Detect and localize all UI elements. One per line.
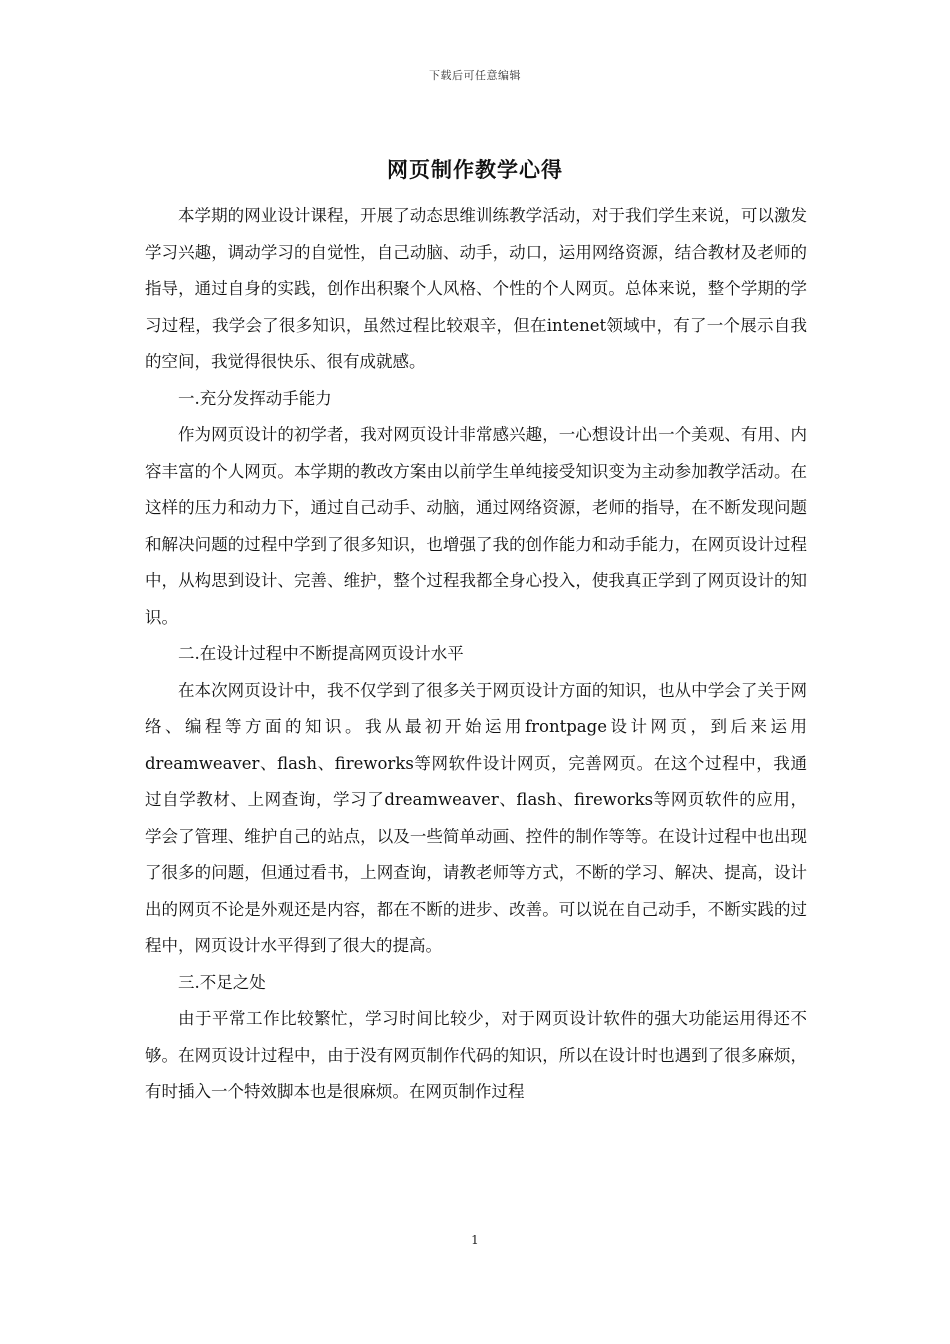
header-note: 下载后可任意编辑 [429, 69, 521, 82]
paragraph-intro: 本学期的网业设计课程，开展了动态思维训练教学活动，对于我们学生来说，可以激发学习兴趣，调动学习的自觉性，自己动脑、动手，动口，运用网络资源，结合教材及老师的指导，通过自身的实践，创作出积聚个人风格、个性的个人网页。总体来说，整个学期的学习过程，我学会了很多知识，虽然过程比较艰辛，但在intenet领域中，有了一个展示自我的空间，我觉得很快乐、很有成就感。 [145, 206, 807, 371]
section-heading-2: 二.在设计过程中不断提高网页设计水平 [178, 644, 464, 663]
paragraph-section-1: 作为网页设计的初学者，我对网页设计非常感兴趣，一心想设计出一个美观、有用、内容丰富的个人网页。本学期的教改方案由以前学生单纯接受知识变为主动参加教学活动。在这样的压力和动力下，通过自己动手、动脑，通过网络资源，老师的指导，在不断发现问题和解决问题的过程中学到了很多知识，也增强了我的创作能力和动手能力，在网页设计过程中，从构思到设计、完善、维护，整个过程我都全身心投入，使我真正学到了网页设计的知识。 [145, 425, 807, 627]
paragraph-section-2: 在本次网页设计中，我不仅学到了很多关于网页设计方面的知识，也从中学会了关于网络、编程等方面的知识。我从最初开始运用frontpage设计网页，到后来运用dreamweaver、flash、fireworks等网软件设计网页，完善网页。在这个过程中，我通过自学教材、上网查询，学习了dreamweaver、flash、fireworks等网页软件的应用，学会了管理、维护自己的站点，以及一些简单动画、控件的制作等等。在设计过程中也出现了很多的问题，但通过看书，上网查询，请教老师等方式，不断的学习、解决、提高，设计出的网页不论是外观还是内容，都在不断的进步、改善。可以说在自己动手，不断实践的过程中，网页设计水平得到了很大的提高。 [145, 680, 807, 955]
paragraph-section-3: 由于平常工作比较繁忙，学习时间比较少，对于网页设计软件的强大功能运用得还不够。在网页设计过程中，由于没有网页制作代码的知识，所以在设计时也遇到了很多麻烦，有时插入一个特效脚本也是很麻烦。在网页制作过程 [145, 1009, 807, 1101]
section-heading-1: 一.充分发挥动手能力 [178, 388, 332, 408]
document-title: 网页制作教学心得 [387, 157, 563, 182]
page-number: 1 [471, 1233, 479, 1247]
document-body [145, 198, 807, 1111]
section-heading-3: 三.不足之处 [178, 972, 266, 992]
